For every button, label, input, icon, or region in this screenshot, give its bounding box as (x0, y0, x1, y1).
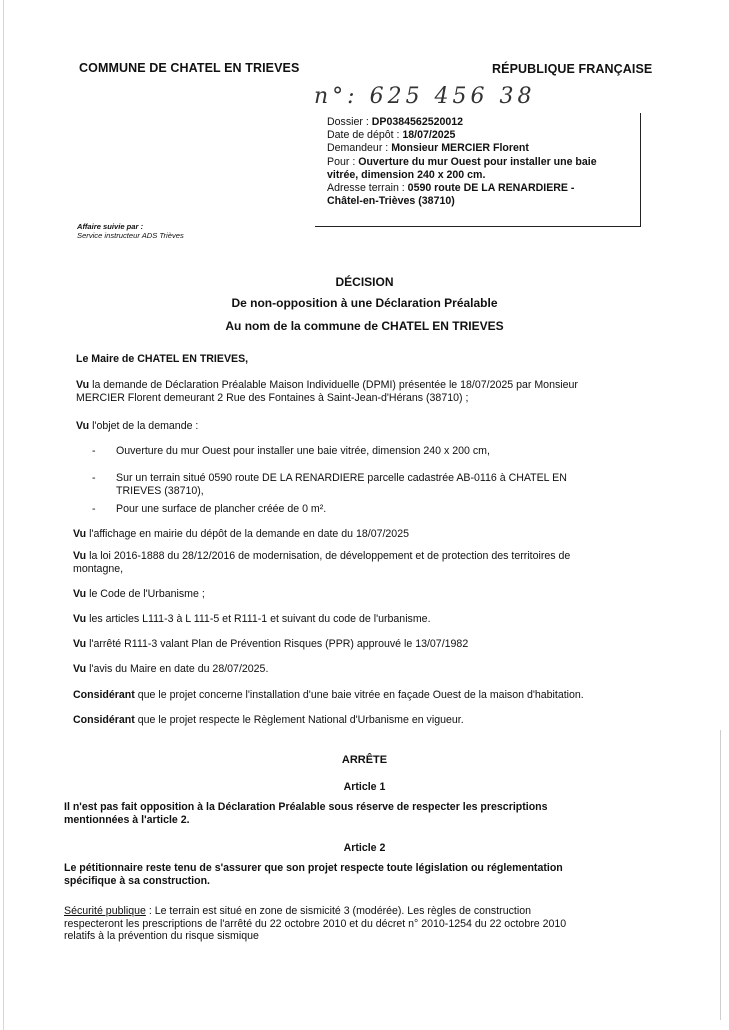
decision-title: DÉCISION (335, 275, 394, 289)
republique-header: RÉPUBLIQUE FRANÇAISE (492, 62, 653, 76)
article-2-title: Article 2 (343, 842, 386, 854)
decision-subtitle-1: De non-opposition à une Déclaration Préalable (231, 296, 498, 310)
vu-avis-maire: Vu l'avis du Maire en date du 28/07/2025. (73, 663, 269, 675)
vu-arrete-ppr: Vu l'arrêté R111-3 valant Plan de Prévention Risques (PPR) approuvé le 13/07/1982 (73, 638, 469, 650)
affaire-suivie (77, 222, 184, 240)
vu-articles: Vu les articles L111-3 à L 111-5 et R111-1 et suivant du code de l'urbanisme. (73, 613, 431, 625)
article-1-text: Il n'est pas fait opposition à la Déclaration Préalable sous réserve de respecter les prescriptions mentionnées à l'article 2. (64, 801, 548, 826)
maire-line: Le Maire de CHATEL EN TRIEVES, (76, 353, 249, 365)
bullet-item: - Ouverture du mur Ouest pour installer une baie vitrée, dimension 240 x 200 cm, (92, 445, 490, 457)
securite-publique: Sécurité publique : Le terrain est situé en zone de sismicité 3 (modérée). Les règles de construction respecteront les prescriptions de l'arrêté du 22 octobre 2010 et du décret n° 2010-1254 du 22 octobre 2010 relatifs à la prévention du risque sismique (64, 905, 567, 942)
article-2-text: Le pétitionnaire reste tenu de s'assurer que son projet respecte toute législation ou réglementation spécifique à sa construction. (64, 862, 563, 887)
adresse-line-cont: Châtel-en-Trièves (38710) (327, 195, 455, 208)
vu-code-urbanisme: Vu le Code de l'Urbanisme ; (73, 588, 205, 600)
decision-subtitle-2: Au nom de la commune de CHATEL EN TRIEVES (225, 319, 504, 333)
adresse-line: Adresse terrain : 0590 route DE LA RENARDIERE - (327, 182, 575, 195)
date-depot-line: Date de dépôt : 18/07/2025 (327, 129, 456, 142)
commune-header: COMMUNE DE CHATEL EN TRIEVES (79, 61, 300, 75)
pour-line-cont: vitrée, dimension 240 x 200 cm. (327, 168, 486, 181)
vu-loi-montagne: Vu la loi 2016-1888 du 28/12/2016 de modernisation, de développement et de protection des territoires de montagne, (73, 550, 571, 575)
vu-demande: Vu la demande de Déclaration Préalable Maison Individuelle (DPMI) présentée le 18/07/2025 par Monsieur MERCIER Florent demeurant 2 Rue des Fontaines à Saint-Jean-d'Hérans (38710) ; (76, 379, 578, 404)
dossier-box-content (327, 116, 597, 208)
vu-objet: Vu l'objet de la demande : (76, 420, 199, 432)
affaire-service: Service instructeur ADS Trièves (77, 231, 184, 240)
scan-edge-right (720, 730, 721, 1020)
pour-line: Pour : Ouverture du mur Ouest pour installer une baie (327, 155, 597, 168)
securite-label: Sécurité publique (64, 905, 146, 917)
considerant-2: Considérant que le projet respecte le Règlement National d'Urbanisme en vigueur. (73, 714, 464, 726)
dossier-line: Dossier : DP0384562520012 (327, 116, 464, 128)
vu-affichage: Vu l'affichage en mairie du dépôt de la demande en date du 18/07/2025 (73, 528, 409, 540)
arrete-title: ARRÊTE (341, 754, 388, 766)
demandeur-line: Demandeur : Monsieur MERCIER Florent (327, 142, 529, 155)
considerant-1: Considérant que le projet concerne l'installation d'une baie vitrée en façade Ouest de la maison d'habitation. (73, 689, 584, 701)
article-1-title: Article 1 (343, 781, 386, 793)
affaire-label: Affaire suivie par : (77, 222, 144, 231)
scan-edge-left (3, 0, 4, 1030)
bullet-item: - Sur un terrain situé 0590 route DE LA RENARDIERE parcelle cadastrée AB-0116 à CHATEL EN TRIEVES (38710), (92, 472, 567, 497)
bullet-item: - Pour une surface de plancher créée de 0 m². (92, 503, 327, 515)
handwritten-number: n°: 625 456 38 (314, 84, 536, 109)
